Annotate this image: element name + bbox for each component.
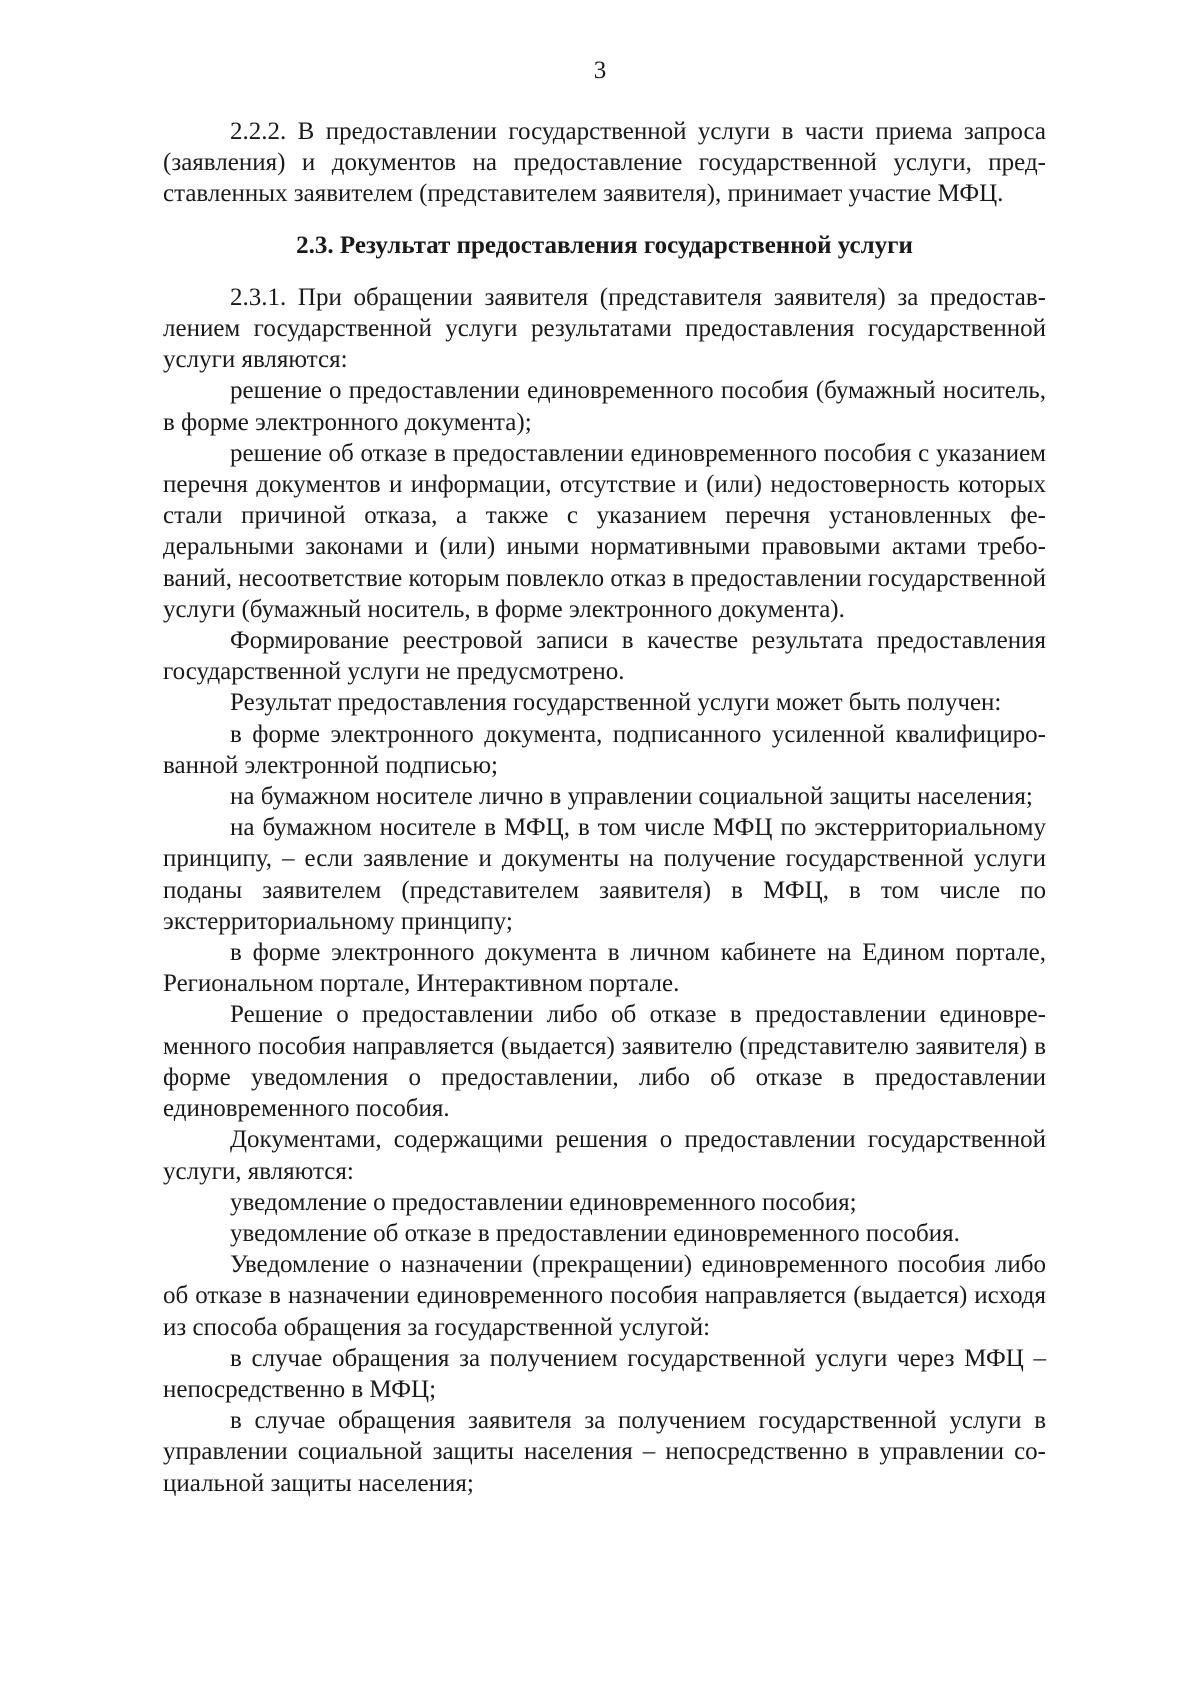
paragraph: Результат предоставления государственной услуги может быть получен: xyxy=(230,689,1002,717)
paragraph-2-2-2: 2.2.2. В предоставлении государственной услуги в части приема запроса (заявления) и документов на предоставление государственной услуги, представленных заявителем (представителем заявителя), принимает участие МФЦ. xyxy=(163,118,1046,208)
paragraph: на бумажном носителе в МФЦ, в том числе МФЦ по экстерриториальному принципу, – если заявление и документы на получение государственной услуги поданы заявителем (представителем заявителя) в МФЦ, в том числе по экстерриториальному принципу; xyxy=(163,814,1046,935)
paragraph: решение об отказе в предоставлении единовременного пособия с указанием перечня документов и информации, отсутствие и (или) недостоверность которых стали причиной отказа, а также с указанием перечня установленных федеральными законами и (или) иными нормативными правовыми актами требований, несоответствие которым повлекло отказ в предоставлении государственной услуги (бумажный носитель, в форме электронного документа). xyxy=(163,439,1046,623)
paragraph: Решение о предоставлении либо об отказе в предоставлении единовременного пособия направляется (выдается) заявителю (представителю заявителя) в форме уведомления о предоставлении, либо об отказе в предоставлении единовременного пособия. xyxy=(163,1001,1046,1123)
paragraph: решение о предоставлении единовременного пособия (бумажный носитель, в форме электронного документа); xyxy=(163,377,1046,436)
paragraph: уведомление об отказе в предоставлении единовременного пособия. xyxy=(230,1219,960,1247)
paragraph: Документами, содержащими решения о предоставлении государственной услуги, являются: xyxy=(163,1126,1046,1185)
paragraph: в случае обращения за получением государственной услуги через МФЦ – непосредственно в МФЦ; xyxy=(163,1344,1046,1403)
paragraph: 2.3.1. При обращении заявителя (представителя заявителя) за предоставлением государственной услуги результатами предоставления государственной услуги являются: xyxy=(163,283,1046,374)
paragraph: в форме электронного документа в личном кабинете на Едином портале, Региональном портале, Интерактивном портале. xyxy=(163,939,1046,998)
paragraph: в случае обращения заявителя за получением государственной услуги в управлении социальной защиты населения – непосредственно в управлении социальной защиты населения; xyxy=(163,1407,1046,1497)
page-number: 3 xyxy=(593,57,607,84)
paragraph: Уведомление о назначении (прекращении) единовременного пособия либо об отказе в назначении единовременного пособия направляется (выдается) исходя из способа обращения за государственной услугой: xyxy=(163,1251,1046,1341)
paragraph: на бумажном носителе лично в управлении социальной защиты населения; xyxy=(230,783,1033,811)
section-heading: 2.3. Результат предоставления государственной услуги xyxy=(296,231,913,259)
paragraph: Формирование реестровой записи в качестве результата предоставления государственной услуги не предусмотрено. xyxy=(163,627,1046,686)
document-body xyxy=(163,116,1046,1499)
paragraph: уведомление о предоставлении единовременного пособия; xyxy=(230,1188,857,1216)
paragraph: в форме электронного документа, подписанного усиленной квалифицированной электронной подписью; xyxy=(163,720,1046,779)
